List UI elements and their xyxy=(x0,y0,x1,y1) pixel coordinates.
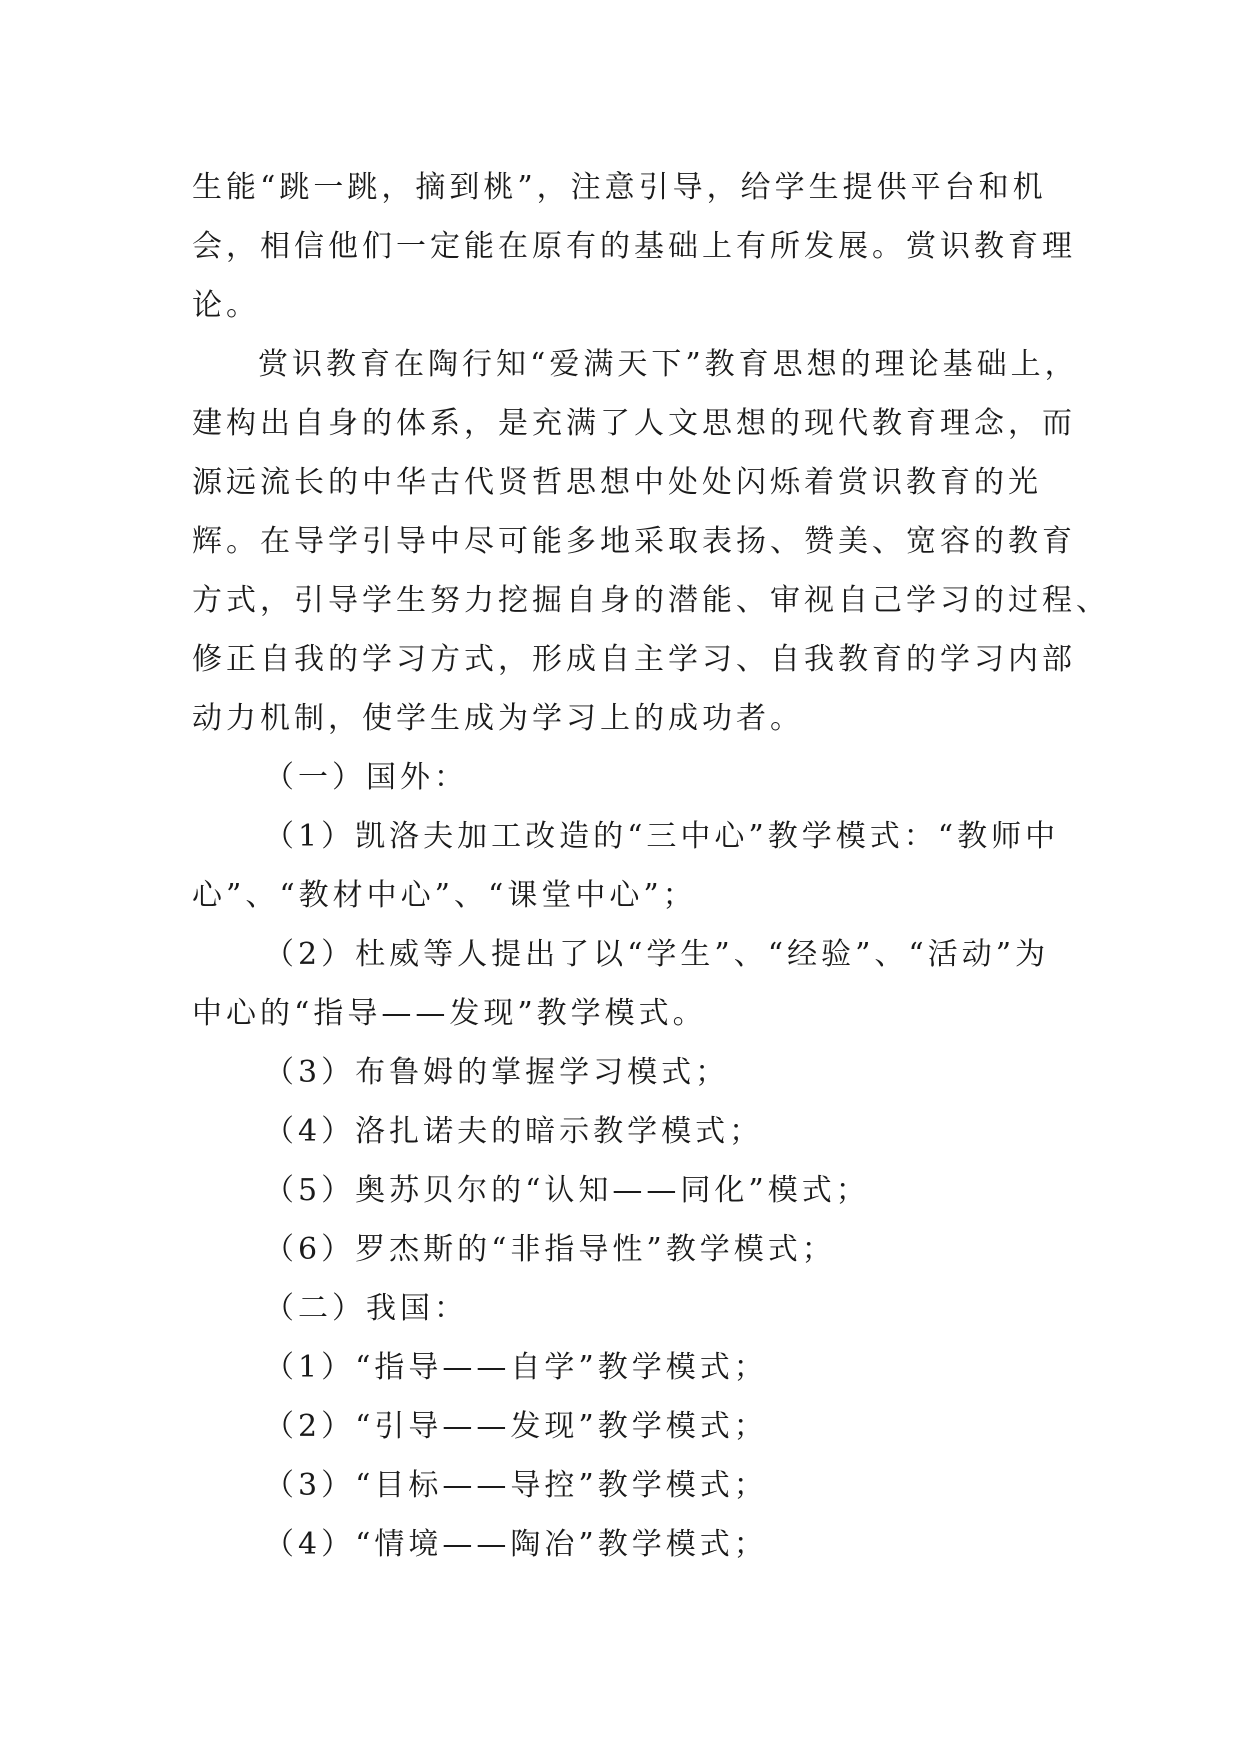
list-item: （4）“情境——陶冶”教学模式； xyxy=(264,1527,768,1562)
text-line: 辉。在导学引导中尽可能多地采取表扬、赞美、宽容的教育 xyxy=(192,524,1076,559)
text-line: （5）奥苏贝尔的“认知——同化”模式； xyxy=(264,1173,870,1208)
list-item: （3）“目标——导控”教学模式； xyxy=(264,1468,768,1503)
section-heading-abroad: （一）国外： xyxy=(264,760,468,795)
text-line: （3）布鲁姆的掌握学习模式； xyxy=(264,1055,730,1090)
list-item: （1）“指导——自学”教学模式； xyxy=(264,1350,768,1385)
paragraph-1 xyxy=(192,158,1076,335)
text-line: 赏识教育在陶行知“爱满天下”教育思想的理论基础上， xyxy=(258,347,1079,382)
list-item xyxy=(192,1161,1050,1220)
paragraph-2 xyxy=(192,335,1110,748)
text-line: （1）凯洛夫加工改造的“三中心”教学模式：“教师中 xyxy=(264,819,1060,854)
text-line: 会，相信他们一定能在原有的基础上有所发展。赏识教育理 xyxy=(192,229,1076,264)
text-line: 源远流长的中华古代贤哲思想中处处闪烁着赏识教育的光 xyxy=(192,465,1042,500)
section-heading-domestic: （二）我国： xyxy=(264,1291,468,1326)
text-line: 方式，引导学生努力挖掘自身的潜能、审视自己学习的过程、 xyxy=(192,583,1110,618)
list-item xyxy=(192,1043,1050,1102)
list-item xyxy=(192,925,1050,1043)
text-line: 动力机制，使学生成为学习上的成功者。 xyxy=(192,701,804,736)
section-abroad xyxy=(192,748,1060,1279)
list-item: （2）“引导——发现”教学模式； xyxy=(264,1409,768,1444)
text-line: 中心的“指导——发现”教学模式。 xyxy=(192,996,707,1031)
list-item xyxy=(192,1102,1050,1161)
list-item xyxy=(192,807,1060,925)
section-domestic xyxy=(192,1279,1050,1574)
text-line: 修正自我的学习方式，形成自主学习、自我教育的学习内部 xyxy=(192,642,1076,677)
text-line: 心”、“教材中心”、“课堂中心”； xyxy=(192,878,697,913)
text-line: 建构出自身的体系，是充满了人文思想的现代教育理念，而 xyxy=(192,406,1076,441)
document-body xyxy=(192,158,1110,1574)
text-line: 论。 xyxy=(192,288,260,323)
list-item xyxy=(192,1220,1050,1279)
text-line: （4）洛扎诺夫的暗示教学模式； xyxy=(264,1114,764,1149)
text-line: 生能“跳一跳，摘到桃”，注意引导，给学生提供平台和机 xyxy=(192,170,1047,205)
text-line: （2）杜威等人提出了以“学生”、“经验”、“活动”为 xyxy=(264,937,1050,972)
text-line: （6）罗杰斯的“非指导性”教学模式； xyxy=(264,1232,836,1267)
